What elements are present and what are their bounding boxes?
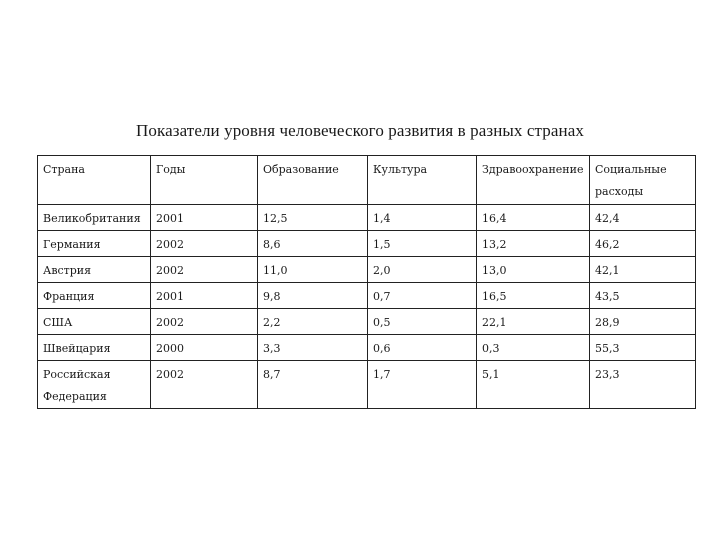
- cell-education: 3,3: [258, 335, 368, 361]
- cell-culture: 0,7: [368, 283, 477, 309]
- cell-healthcare: 0,3: [477, 335, 590, 361]
- cell-education: 8,7: [258, 361, 368, 409]
- cell-culture: 1,5: [368, 231, 477, 257]
- cell-social-spending: 23,3: [590, 361, 696, 409]
- cell-healthcare: 16,5: [477, 283, 590, 309]
- header-country: Страна: [38, 156, 151, 205]
- cell-culture: 0,6: [368, 335, 477, 361]
- hdi-table: [37, 155, 696, 409]
- header-education: Образование: [258, 156, 368, 205]
- table-row: [38, 231, 696, 257]
- cell-healthcare: 5,1: [477, 361, 590, 409]
- cell-country: Франция: [38, 283, 151, 309]
- cell-healthcare: 13,2: [477, 231, 590, 257]
- cell-country: Швейцария: [38, 335, 151, 361]
- cell-year: 2002: [151, 231, 258, 257]
- cell-social-spending: 42,1: [590, 257, 696, 283]
- cell-education: 9,8: [258, 283, 368, 309]
- table-row: [38, 257, 696, 283]
- cell-year: 2000: [151, 335, 258, 361]
- header-years: Годы: [151, 156, 258, 205]
- cell-social-spending: 28,9: [590, 309, 696, 335]
- table-row: [38, 283, 696, 309]
- cell-year: 2002: [151, 309, 258, 335]
- cell-culture: 2,0: [368, 257, 477, 283]
- header-social-spending: Социальные расходы: [590, 156, 696, 205]
- table-row: [38, 205, 696, 231]
- cell-culture: 1,7: [368, 361, 477, 409]
- cell-country: Великобритания: [38, 205, 151, 231]
- cell-social-spending: 55,3: [590, 335, 696, 361]
- cell-education: 11,0: [258, 257, 368, 283]
- cell-country: США: [38, 309, 151, 335]
- table-row: [38, 335, 696, 361]
- cell-culture: 0,5: [368, 309, 477, 335]
- cell-country: Российская Федерация: [38, 361, 151, 409]
- cell-education: 2,2: [258, 309, 368, 335]
- cell-healthcare: 16,4: [477, 205, 590, 231]
- cell-year: 2001: [151, 283, 258, 309]
- table-header-row: [38, 156, 696, 205]
- cell-year: 2002: [151, 257, 258, 283]
- header-healthcare: Здравоохранение: [477, 156, 590, 205]
- cell-year: 2001: [151, 205, 258, 231]
- table-row: [38, 309, 696, 335]
- table-row: [38, 361, 696, 409]
- cell-country: Германия: [38, 231, 151, 257]
- page-title: Показатели уровня человеческого развития в разных странах: [136, 121, 584, 140]
- header-culture: Культура: [368, 156, 477, 205]
- cell-country: Австрия: [38, 257, 151, 283]
- cell-culture: 1,4: [368, 205, 477, 231]
- cell-social-spending: 42,4: [590, 205, 696, 231]
- cell-year: 2002: [151, 361, 258, 409]
- cell-education: 8,6: [258, 231, 368, 257]
- cell-social-spending: 46,2: [590, 231, 696, 257]
- cell-education: 12,5: [258, 205, 368, 231]
- cell-healthcare: 13,0: [477, 257, 590, 283]
- cell-social-spending: 43,5: [590, 283, 696, 309]
- cell-healthcare: 22,1: [477, 309, 590, 335]
